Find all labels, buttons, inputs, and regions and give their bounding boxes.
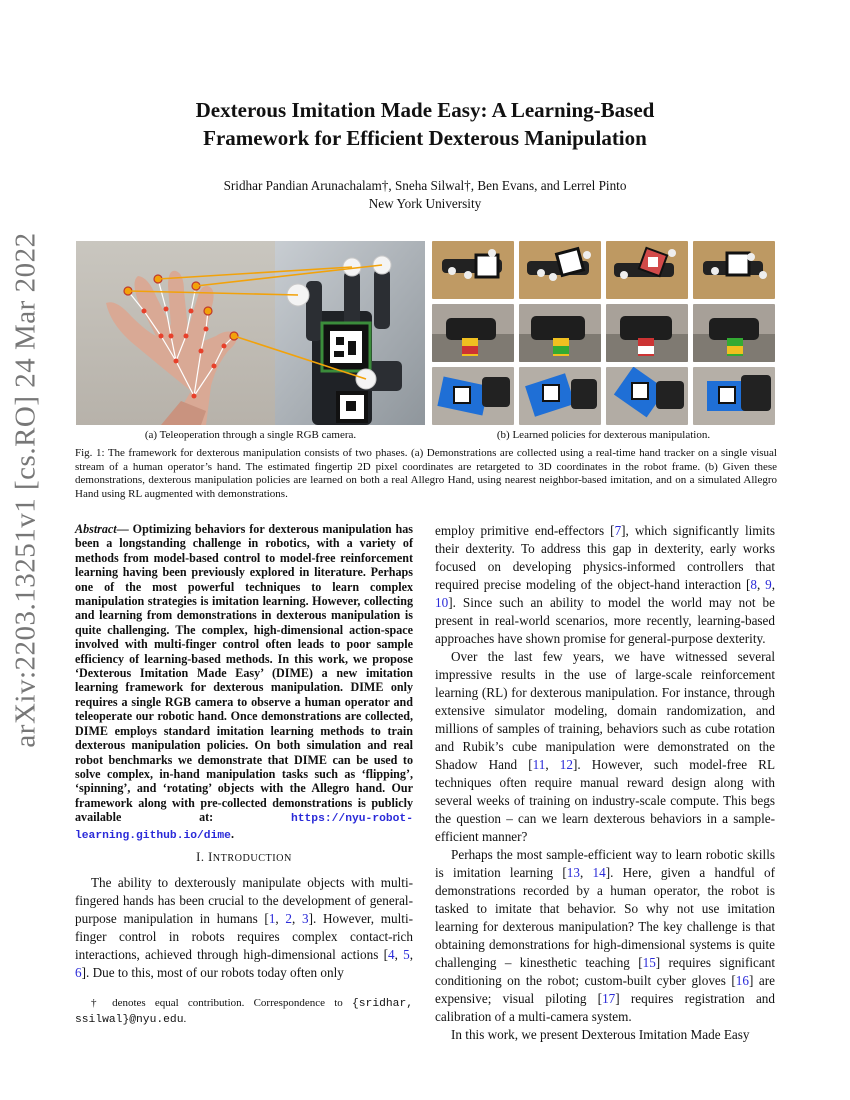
abstract-text: Optimizing behaviors for dexterous manipulation has been a longstanding challenge in robotics, with a variety of methods from model-based control to model-free reinforcement learning having been previously explored in literature. Perhaps one of the most powerful techniques to learn complex manipulation strategies is imitation learning. However, collecting and learning from demonstrations in dexterous manipulation is quite challenging. The complex, high-dimensional action-space involved with multi-finger control often leads to poor sample efficiency of learning-based methods. In this work, we propose ‘Dexterous Imitation Made Easy’ (DIME) a new imitation learning framework for dexterous manipulation. DIME only requires a single RGB camera to observe a human operator and teleoperate our robotic hand. Once demonstrations are collected, DIME employs standard imitation learning methods to train dexterous manipulation policies. On both simulation and real robot benchmarks we demonstrate that DIME can be used to solve complex, in-hand manipulation tasks such as ‘flipping’, ‘spinning’, and ‘rotating’ objects with the Allegro hand. Our framework along with pre-collected demonstrations is publicly available at: <box>75 522 413 825</box>
citation-link[interactable]: 5 <box>403 947 410 962</box>
policy-frame <box>519 241 601 299</box>
figure-caption: Fig. 1: The framework for dexterous manipulation consists of two phases. (a) Demonstrations are collected using a real-time hand tracker on a single visual stream of a human operator’s hand. The estimated fingertip 2D pixel coordinates are retargeted to 3D coordinates in the robot frame. (b) Given these demonstrations, dexterous manipulation policies are learned on both a real Allegro Hand, using nearest neighbor-based imitation, and on a simulated Allegro Hand using RL augmented with demonstrations. <box>75 447 777 500</box>
citation-link[interactable]: 6 <box>75 965 82 980</box>
policy-frame <box>693 241 775 299</box>
citation-link[interactable]: 8 <box>750 577 757 592</box>
policy-frame <box>432 304 514 362</box>
title-line-2: Framework for Efficient Dexterous Manipulation <box>203 126 647 150</box>
citation-link[interactable]: 7 <box>614 523 622 538</box>
arxiv-sidebar <box>4 232 48 748</box>
subcaption-b: (b) Learned policies for dexterous manipulation. <box>496 429 711 441</box>
citation-link[interactable]: 3 <box>302 911 309 926</box>
contact-emails: {sridhar, ssilwal}@nyu.edu <box>75 998 413 1026</box>
policy-frame <box>519 367 601 425</box>
figure-learned-policies <box>432 241 775 425</box>
footnote-mark: † <box>91 997 103 1009</box>
intro-paragraph: The ability to dexterously manipulate objects with multi-fingered hands has been crucial to the development of general-purpose manipulation in humans [1, 2, 3]. However, multi-finger control in robots requires complex contact-rich interactions, achieved through high-dimensional actions [4, 5, 6]. Due to this, most of our robots today often only <box>75 875 414 980</box>
citation-link[interactable]: 2 <box>285 911 292 926</box>
paragraph: employ primitive end-effectors [7], which significantly limits their dexterity. To address this gap in dexterity, early works focused on developing physics-informed controllers that required precise modeling of the object-hand interaction [8, 9, 10]. Since such an ability to model the world may not be present in real-world scenarios, more recently, learning-based approaches have shown promise for general-purpose dexterity. <box>435 523 775 646</box>
affiliation: New York University <box>368 196 482 211</box>
citation-link[interactable]: 4 <box>387 947 395 962</box>
policy-frame <box>519 304 601 362</box>
policy-frame <box>432 241 514 299</box>
footnote: † denotes equal contribution. Correspondence to {sridhar, ssilwal}@nyu.edu. <box>75 997 413 1026</box>
citation-link[interactable]: 11 <box>532 757 546 772</box>
citation-link[interactable]: 13 <box>566 865 580 880</box>
paragraph: Perhaps the most sample-efficient way to learn robotic skills is imitation learning [13, 14]. Here, given a handful of demonstrations recorded by a human operator, the robot is tasked to imitate that behavior. So why not use imitation learning for dexterous manipulation? The key challenge is that obtaining demonstrations for high-dimensional systems is quite challenging – kinesthetic teaching [15] requires significant conditioning on the robot; custom-built cyber gloves [16] are expensive; visual piloting [17] requires registration and calibration of a multi-camera system. <box>435 847 776 1024</box>
project-url-link[interactable]: https://nyu-robot-learning.github.io/dime <box>75 813 413 842</box>
title-line-1: Dexterous Imitation Made Easy: A Learning-Based <box>195 98 655 122</box>
abstract: Abstract— Optimizing behaviors for dexterous manipulation has been a longstanding challenge in robotics, with a variety of methods from model-based control to model-free reinforcement learning having been previously explored in literature. Perhaps one of the most powerful techniques to learn complex manipulation strategies is imitation learning. However, collecting and learning from demonstrations in dexterous manipulation is quite challenging. The complex, high-dimensional action-space involved with multi-finger control often leads to poor sample efficiency of learning-based methods. In this work, we propose ‘Dexterous Imitation Made Easy’ (DIME) a new imitation learning framework for dexterous manipulation. DIME only requires a single RGB camera to observe a human operator and teleoperate our robotic hand. Once demonstrations are collected, DIME employs standard imitation learning methods to train dexterous manipulation policies. On both simulation and real robot benchmarks we demonstrate that DIME can be used to solve complex, in-hand manipulation tasks such as ‘flipping’, ‘spinning’, and ‘rotating’ objects with the Allegro hand. Our framework along with pre-collected demonstrations is publicly available at: https://nyu-robot-learning.github.io/dime. <box>75 522 413 842</box>
citation-link[interactable]: 16 <box>735 973 749 988</box>
citation-link[interactable]: 14 <box>592 865 606 880</box>
citation-link[interactable]: 9 <box>765 577 772 592</box>
citation-link[interactable]: 12 <box>559 757 573 772</box>
policy-frame <box>693 367 775 425</box>
figure-teleoperation <box>76 241 425 425</box>
section-heading-introduction: I. INTRODUCTION <box>196 850 292 864</box>
subcaption-a: (a) Teleoperation through a single RGB camera. <box>144 429 357 441</box>
citation-link[interactable]: 10 <box>435 595 449 610</box>
teleoperation-illustration <box>76 241 425 425</box>
right-column <box>435 522 775 1044</box>
author-list: Sridhar Pandian Arunachalam†, Sneha Silwal†, Ben Evans, and Lerrel Pinto <box>223 178 627 193</box>
paper-title <box>100 96 750 152</box>
policy-frame <box>693 304 775 362</box>
policy-frame <box>606 367 688 425</box>
policy-frame <box>606 304 688 362</box>
paragraph: In this work, we present Dexterous Imitation Made Easy <box>451 1027 750 1042</box>
arxiv-id: arXiv:2203.13251v1 [cs.RO] 24 Mar 2022 <box>9 232 42 748</box>
abstract-label: Abstract <box>75 522 117 536</box>
policy-frame <box>432 367 514 425</box>
citation-link[interactable]: 1 <box>268 911 276 926</box>
policy-frame <box>606 241 688 299</box>
citation-link[interactable]: 17 <box>602 991 616 1006</box>
abstract-dash: — <box>116 522 133 536</box>
citation-link[interactable]: 15 <box>642 955 656 970</box>
paragraph: Over the last few years, we have witnessed several impressive results in the use of large-scale reinforcement learning (RL) for dexterous manipulation. For instance, through extensive simulator modeling, domain randomization, and millions of samples of training, behaviors such as cube rotation and Rubik’s cube manipulation were demonstrated on the Shadow Hand [11, 12]. However, such model-free RL techniques often require manual reward design along with several weeks of training on industry-scale compute. This begs the question – can we learn dexterous behaviors in a sample-efficient manner? <box>435 649 776 844</box>
